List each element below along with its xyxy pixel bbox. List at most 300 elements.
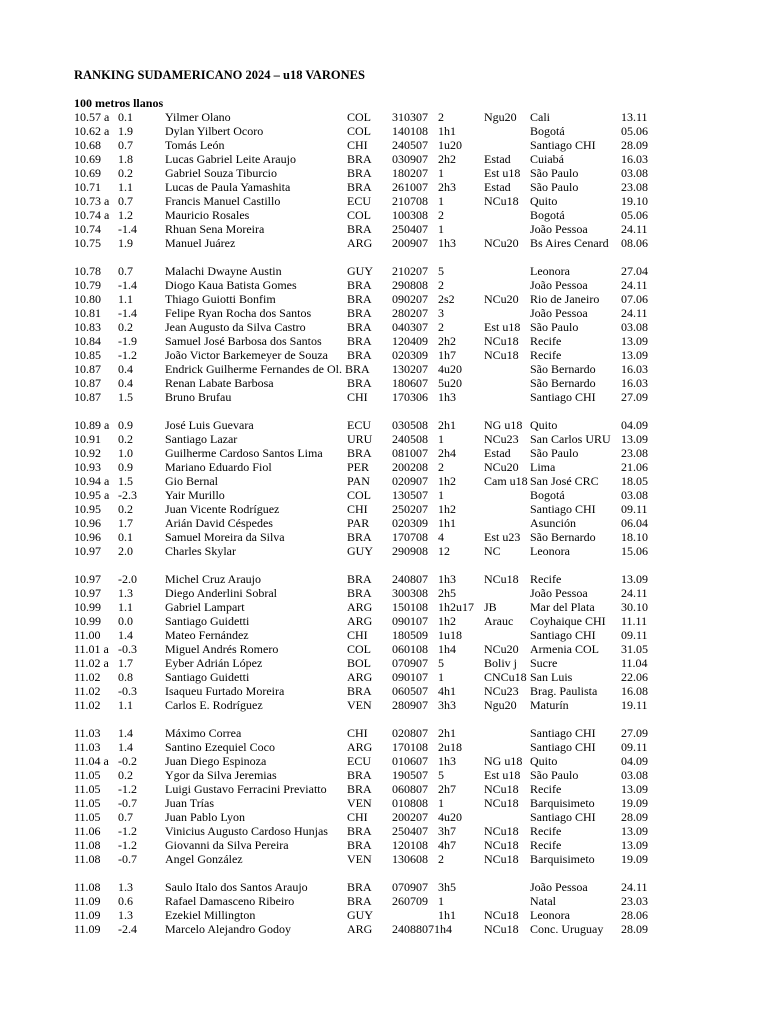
date-cell: 04.09 — [621, 418, 648, 432]
place-cell: 1u20 — [438, 138, 462, 152]
birth-date-cell: 060108 — [392, 642, 428, 656]
birth-date-cell: 060507 — [392, 684, 428, 698]
wind-cell: 0.7 — [118, 810, 133, 824]
mark-cell: 10.95 a — [74, 488, 110, 502]
table-row — [0, 488, 768, 502]
table-row — [0, 306, 768, 320]
place-cell: 1h3 — [438, 236, 456, 250]
date-cell: 21.06 — [621, 460, 648, 474]
birth-date-cell: 180607 — [392, 376, 428, 390]
place-cell: 2 — [438, 208, 444, 222]
mark-cell: 11.05 — [74, 768, 101, 782]
table-row — [0, 376, 768, 390]
athlete-name-cell: Felipe Ryan Rocha dos Santos — [165, 306, 312, 320]
wind-cell: -2.3 — [118, 488, 137, 502]
table-row — [0, 656, 768, 670]
nationality-cell: BRA — [347, 894, 372, 908]
nationality-cell: BRA — [347, 292, 372, 306]
table-row — [0, 544, 768, 558]
venue-cell: São Paulo — [530, 166, 579, 180]
athlete-name-cell: Mariano Eduardo Fiol — [165, 460, 272, 474]
nationality-cell: ARG — [347, 670, 373, 684]
wind-cell: -2.4 — [118, 922, 137, 936]
wind-cell: 0.0 — [118, 614, 133, 628]
birth-date-cell: 290908 — [392, 544, 428, 558]
place-cell: 4 — [438, 530, 444, 544]
athlete-name-cell: Marcelo Alejandro Godoy — [165, 922, 291, 936]
mark-cell: 10.94 a — [74, 474, 110, 488]
birth-date-cell: 24088071h4 — [392, 922, 452, 936]
place-cell: 1h2 — [438, 474, 456, 488]
nationality-cell: CHI — [347, 502, 368, 516]
date-cell: 13.09 — [621, 334, 648, 348]
mark-cell: 10.92 — [74, 446, 101, 460]
competition-cell: NCu18 — [484, 782, 519, 796]
wind-cell: -0.7 — [118, 796, 137, 810]
athlete-name-cell: Santiago Guidetti — [165, 670, 250, 684]
date-cell: 15.06 — [621, 544, 648, 558]
date-cell: 03.08 — [621, 768, 648, 782]
athlete-name-cell: Santino Ezequiel Coco — [165, 740, 275, 754]
venue-cell: Leonora — [530, 908, 570, 922]
competition-cell: NG u18 — [484, 754, 523, 768]
athlete-name-cell: Manuel Juárez — [165, 236, 236, 250]
table-row — [0, 810, 768, 824]
wind-cell: 1.4 — [118, 726, 133, 740]
mark-cell: 11.08 — [74, 838, 101, 852]
place-cell: 2 — [438, 278, 444, 292]
venue-cell: São Paulo — [530, 320, 579, 334]
venue-cell: São Bernardo — [530, 362, 596, 376]
place-cell: 1 — [438, 488, 444, 502]
competition-cell: Est u18 — [484, 166, 521, 180]
athlete-name-cell: Rafael Damasceno Ribeiro — [165, 894, 295, 908]
competition-cell: NCu18 — [484, 572, 519, 586]
wind-cell: 1.9 — [118, 236, 133, 250]
date-cell: 19.10 — [621, 194, 648, 208]
table-row — [0, 222, 768, 236]
table-row — [0, 586, 768, 600]
table-row — [0, 502, 768, 516]
wind-cell: -1.4 — [118, 306, 137, 320]
wind-cell: -1.9 — [118, 334, 137, 348]
wind-cell: -1.2 — [118, 348, 137, 362]
table-row — [0, 516, 768, 530]
mark-cell: 10.73 a — [74, 194, 110, 208]
table-row — [0, 180, 768, 194]
venue-cell: São Paulo — [530, 446, 579, 460]
mark-cell: 11.02 — [74, 698, 101, 712]
competition-cell: JB — [484, 600, 497, 614]
wind-cell: 0.2 — [118, 432, 133, 446]
date-cell: 22.06 — [621, 670, 648, 684]
nationality-cell: BRA — [347, 306, 372, 320]
venue-cell: Bogotá — [530, 124, 565, 138]
competition-cell: NCu18 — [484, 334, 519, 348]
wind-cell: 1.1 — [118, 600, 133, 614]
mark-cell: 11.08 — [74, 852, 101, 866]
birth-date-cell: 090107 — [392, 614, 428, 628]
athlete-name-cell: Giovanni da Silva Pereira — [165, 838, 289, 852]
mark-cell: 10.69 — [74, 152, 101, 166]
table-row — [0, 362, 768, 376]
competition-cell: NCu20 — [484, 642, 519, 656]
mark-cell: 10.87 — [74, 376, 101, 390]
birth-date-cell: 300308 — [392, 586, 428, 600]
nationality-cell: BRA — [347, 838, 372, 852]
competition-cell: Arauc — [484, 614, 514, 628]
birth-date-cell: 090207 — [392, 292, 428, 306]
place-cell: 1h3 — [438, 572, 456, 586]
date-cell: 16.03 — [621, 362, 648, 376]
date-cell: 09.11 — [621, 628, 648, 642]
nationality-cell: BRA — [347, 586, 372, 600]
competition-cell: Estad — [484, 180, 511, 194]
place-cell: 1h2u17 — [438, 600, 474, 614]
place-cell: 1h3 — [438, 754, 456, 768]
table-row — [0, 838, 768, 852]
venue-cell: San Luis — [530, 670, 573, 684]
nationality-cell: COL — [347, 488, 371, 502]
birth-date-cell: 120409 — [392, 334, 428, 348]
mark-cell: 11.03 — [74, 726, 101, 740]
table-row — [0, 334, 768, 348]
date-cell: 19.09 — [621, 852, 648, 866]
athlete-name-cell: Carlos E. Rodríguez — [165, 698, 263, 712]
mark-cell: 10.93 — [74, 460, 101, 474]
date-cell: 13.09 — [621, 348, 648, 362]
nationality-cell: ECU — [347, 754, 371, 768]
competition-cell: NCu20 — [484, 460, 519, 474]
competition-cell: NCu20 — [484, 236, 519, 250]
athlete-name-cell: João Victor Barkemeyer de Souza — [165, 348, 329, 362]
nationality-cell: CHI — [347, 390, 368, 404]
table-row — [0, 600, 768, 614]
athlete-name-cell: Juan Trías — [165, 796, 215, 810]
place-cell: 1u18 — [438, 628, 462, 642]
birth-date-cell: 130608 — [392, 852, 428, 866]
mark-cell: 11.05 — [74, 810, 101, 824]
date-cell: 09.11 — [621, 740, 648, 754]
nationality-cell: BRA — [347, 278, 372, 292]
nationality-cell: BRA — [347, 572, 372, 586]
place-cell: 2h1 — [438, 418, 456, 432]
date-cell: 03.08 — [621, 320, 648, 334]
wind-cell: -1.2 — [118, 782, 137, 796]
birth-date-cell: 210207 — [392, 264, 428, 278]
place-cell: 1 — [438, 670, 444, 684]
table-row — [0, 348, 768, 362]
athlete-name-cell: Mateo Fernández — [165, 628, 249, 642]
table-row — [0, 782, 768, 796]
venue-cell: Leonora — [530, 264, 570, 278]
competition-cell: NCu18 — [484, 922, 519, 936]
wind-cell: 0.2 — [118, 502, 133, 516]
nationality-cell: ARG — [347, 740, 373, 754]
wind-cell: 1.7 — [118, 656, 133, 670]
date-cell: 24.11 — [621, 586, 648, 600]
athlete-name-cell: Juan Pablo Lyon — [165, 810, 245, 824]
date-cell: 18.10 — [621, 530, 648, 544]
mark-cell: 10.68 — [74, 138, 101, 152]
date-cell: 24.11 — [621, 278, 648, 292]
mark-cell: 10.95 — [74, 502, 101, 516]
mark-cell: 10.69 — [74, 166, 101, 180]
venue-cell: Quito — [530, 754, 558, 768]
mark-cell: 10.62 a — [74, 124, 110, 138]
table-row — [0, 264, 768, 278]
competition-cell: Ngu20 — [484, 698, 517, 712]
date-cell: 23.03 — [621, 894, 648, 908]
venue-cell: Recife — [530, 572, 562, 586]
venue-cell: Recife — [530, 348, 562, 362]
event-heading: 100 metros llanos — [74, 96, 164, 110]
athlete-name-cell: Gio Bernal — [165, 474, 218, 488]
date-cell: 23.08 — [621, 180, 648, 194]
place-cell: 2 — [438, 852, 444, 866]
venue-cell: Brag. Paulista — [530, 684, 598, 698]
nationality-cell: BRA — [347, 320, 372, 334]
venue-cell: Leonora — [530, 544, 570, 558]
mark-cell: 10.83 — [74, 320, 101, 334]
mark-cell: 10.84 — [74, 334, 101, 348]
place-cell: 5u20 — [438, 376, 462, 390]
birth-date-cell: 180207 — [392, 166, 428, 180]
table-row — [0, 208, 768, 222]
nationality-cell: COL — [347, 124, 371, 138]
table-row — [0, 922, 768, 936]
place-cell: 4u20 — [438, 810, 462, 824]
athlete-name-cell: Mauricio Rosales — [165, 208, 250, 222]
venue-cell: Barquisimeto — [530, 852, 595, 866]
nationality-cell: ECU — [347, 194, 371, 208]
wind-cell: -2.0 — [118, 572, 137, 586]
table-row — [0, 138, 768, 152]
mark-cell: 10.75 — [74, 236, 101, 250]
venue-cell: San Carlos URU — [530, 432, 611, 446]
wind-cell: 0.8 — [118, 670, 133, 684]
birth-date-cell: 170306 — [392, 390, 428, 404]
table-row — [0, 796, 768, 810]
wind-cell: 0.1 — [118, 530, 133, 544]
athlete-name-cell: Arián David Céspedes — [165, 516, 273, 530]
table-row — [0, 628, 768, 642]
wind-cell: 1.5 — [118, 474, 133, 488]
venue-cell: Bs Aires Cenard — [530, 236, 609, 250]
athlete-name-cell: Charles Skylar — [165, 544, 236, 558]
date-cell: 24.11 — [621, 306, 648, 320]
athlete-name-cell: Michel Cruz Araujo — [165, 572, 261, 586]
wind-cell: 1.9 — [118, 124, 133, 138]
competition-cell: Boliv j — [484, 656, 518, 670]
wind-cell: 0.2 — [118, 320, 133, 334]
mark-cell: 10.78 — [74, 264, 101, 278]
table-row — [0, 852, 768, 866]
venue-cell: João Pessoa — [530, 222, 588, 236]
athlete-name-cell: Santiago Guidetti — [165, 614, 250, 628]
competition-cell: NCu18 — [484, 852, 519, 866]
nationality-cell: PER — [347, 460, 370, 474]
mark-cell: 11.08 — [74, 880, 101, 894]
birth-date-cell: 200207 — [392, 810, 428, 824]
mark-cell: 10.89 a — [74, 418, 110, 432]
table-row — [0, 824, 768, 838]
table-row — [0, 572, 768, 586]
venue-cell: Conc. Uruguay — [530, 922, 604, 936]
place-cell: 5 — [438, 656, 444, 670]
place-cell: 2s2 — [438, 292, 455, 306]
date-cell: 27.04 — [621, 264, 648, 278]
wind-cell: 0.4 — [118, 376, 133, 390]
table-row — [0, 894, 768, 908]
mark-cell: 10.97 — [74, 572, 101, 586]
mark-cell: 10.97 — [74, 544, 101, 558]
table-row — [0, 740, 768, 754]
place-cell: 4h1 — [438, 684, 456, 698]
athlete-name-cell: Angel González — [165, 852, 243, 866]
date-cell: 28.09 — [621, 138, 648, 152]
table-row — [0, 278, 768, 292]
competition-cell: Ngu20 — [484, 110, 517, 124]
birth-date-cell: 120108 — [392, 838, 428, 852]
athlete-name-cell: Diogo Kaua Batista Gomes — [165, 278, 297, 292]
nationality-cell: COL — [347, 642, 371, 656]
place-cell: 1h4 — [438, 642, 456, 656]
birth-date-cell: 020309 — [392, 516, 428, 530]
athlete-name-cell: Yair Murillo — [165, 488, 225, 502]
birth-date-cell: 310307 — [392, 110, 428, 124]
nationality-cell: BRA — [347, 348, 372, 362]
table-row — [0, 446, 768, 460]
venue-cell: Maturín — [530, 698, 569, 712]
nationality-cell: ARG — [347, 600, 373, 614]
wind-cell: -1.2 — [118, 824, 137, 838]
birth-date-cell: 170108 — [392, 740, 428, 754]
nationality-cell: ARG — [347, 614, 373, 628]
birth-date-cell: 200907 — [392, 236, 428, 250]
table-row — [0, 474, 768, 488]
place-cell: 2h3 — [438, 180, 456, 194]
venue-cell: João Pessoa — [530, 586, 588, 600]
wind-cell: 0.1 — [118, 110, 133, 124]
wind-cell: 1.2 — [118, 208, 133, 222]
date-cell: 16.08 — [621, 684, 648, 698]
place-cell: 1 — [438, 894, 444, 908]
birth-date-cell: 040307 — [392, 320, 428, 334]
wind-cell: -0.3 — [118, 684, 137, 698]
table-row — [0, 194, 768, 208]
nationality-cell: CHI — [347, 810, 368, 824]
competition-cell: CNCu18 — [484, 670, 527, 684]
birth-date-cell: 250407 — [392, 824, 428, 838]
birth-date-cell: 030907 — [392, 152, 428, 166]
wind-cell: 0.7 — [118, 194, 133, 208]
birth-date-cell: 180509 — [392, 628, 428, 642]
place-cell: 1h1 — [438, 124, 456, 138]
nationality-cell: BRA — [347, 768, 372, 782]
wind-cell: 1.3 — [118, 586, 133, 600]
birth-date-cell: 260709 — [392, 894, 428, 908]
nationality-cell: BRA — [347, 166, 372, 180]
date-cell: 13.09 — [621, 782, 648, 796]
wind-cell: 0.7 — [118, 138, 133, 152]
date-cell: 27.09 — [621, 390, 648, 404]
athlete-name-cell: Lucas de Paula Yamashita — [165, 180, 291, 194]
mark-cell: 10.79 — [74, 278, 101, 292]
venue-cell: Cuiabá — [530, 152, 564, 166]
place-cell: 2h1 — [438, 726, 456, 740]
date-cell: 28.06 — [621, 908, 648, 922]
place-cell: 3h5 — [438, 880, 456, 894]
birth-date-cell: 100308 — [392, 208, 428, 222]
competition-cell: Cam u18 — [484, 474, 528, 488]
venue-cell: Natal — [530, 894, 556, 908]
date-cell: 28.09 — [621, 810, 648, 824]
wind-cell: 1.5 — [118, 390, 133, 404]
place-cell: 1h2 — [438, 502, 456, 516]
venue-cell: Armenia COL — [530, 642, 599, 656]
venue-cell: Santiago CHI — [530, 810, 596, 824]
wind-cell: 2.0 — [118, 544, 133, 558]
place-cell: 2h2 — [438, 334, 456, 348]
date-cell: 03.08 — [621, 488, 648, 502]
mark-cell: 11.00 — [74, 628, 101, 642]
venue-cell: Coyhaique CHI — [530, 614, 606, 628]
venue-cell: Santiago CHI — [530, 138, 596, 152]
date-cell: 07.06 — [621, 292, 648, 306]
place-cell: 1 — [438, 194, 444, 208]
table-row — [0, 166, 768, 180]
table-row — [0, 110, 768, 124]
place-cell: 2h5 — [438, 586, 456, 600]
wind-cell: 0.7 — [118, 264, 133, 278]
date-cell: 16.03 — [621, 152, 648, 166]
date-cell: 11.11 — [621, 614, 648, 628]
competition-cell: NCu18 — [484, 194, 519, 208]
competition-cell: Est u18 — [484, 320, 521, 334]
nationality-cell: ECU — [347, 418, 371, 432]
athlete-name-cell: Juan Vicente Rodríguez — [165, 502, 280, 516]
mark-cell: 11.09 — [74, 894, 101, 908]
competition-cell: NCu20 — [484, 292, 519, 306]
nationality-cell: BRA — [347, 152, 372, 166]
venue-cell: São Paulo — [530, 768, 579, 782]
athlete-name-cell: Diego Anderlini Sobral — [165, 586, 277, 600]
mark-cell: 11.09 — [74, 922, 101, 936]
nationality-cell: GUY — [347, 544, 373, 558]
place-cell: 1 — [438, 222, 444, 236]
mark-cell: 10.91 — [74, 432, 101, 446]
nationality-cell: BOL — [347, 656, 371, 670]
birth-date-cell: 060807 — [392, 782, 428, 796]
venue-cell: São Paulo — [530, 180, 579, 194]
table-row — [0, 320, 768, 334]
athlete-name-cell: José Luis Guevara — [165, 418, 254, 432]
table-row — [0, 670, 768, 684]
mark-cell: 10.87 — [74, 390, 101, 404]
competition-cell: NG u18 — [484, 418, 523, 432]
nationality-cell: ARG — [347, 922, 373, 936]
birth-date-cell: 170708 — [392, 530, 428, 544]
date-cell: 16.03 — [621, 376, 648, 390]
nationality-cell: CHI — [347, 726, 368, 740]
mark-cell: 10.97 — [74, 586, 101, 600]
mark-cell: 10.71 — [74, 180, 101, 194]
place-cell: 2 — [438, 110, 444, 124]
table-row — [0, 768, 768, 782]
birth-date-cell: 030508 — [392, 418, 428, 432]
wind-cell: 1.8 — [118, 152, 133, 166]
